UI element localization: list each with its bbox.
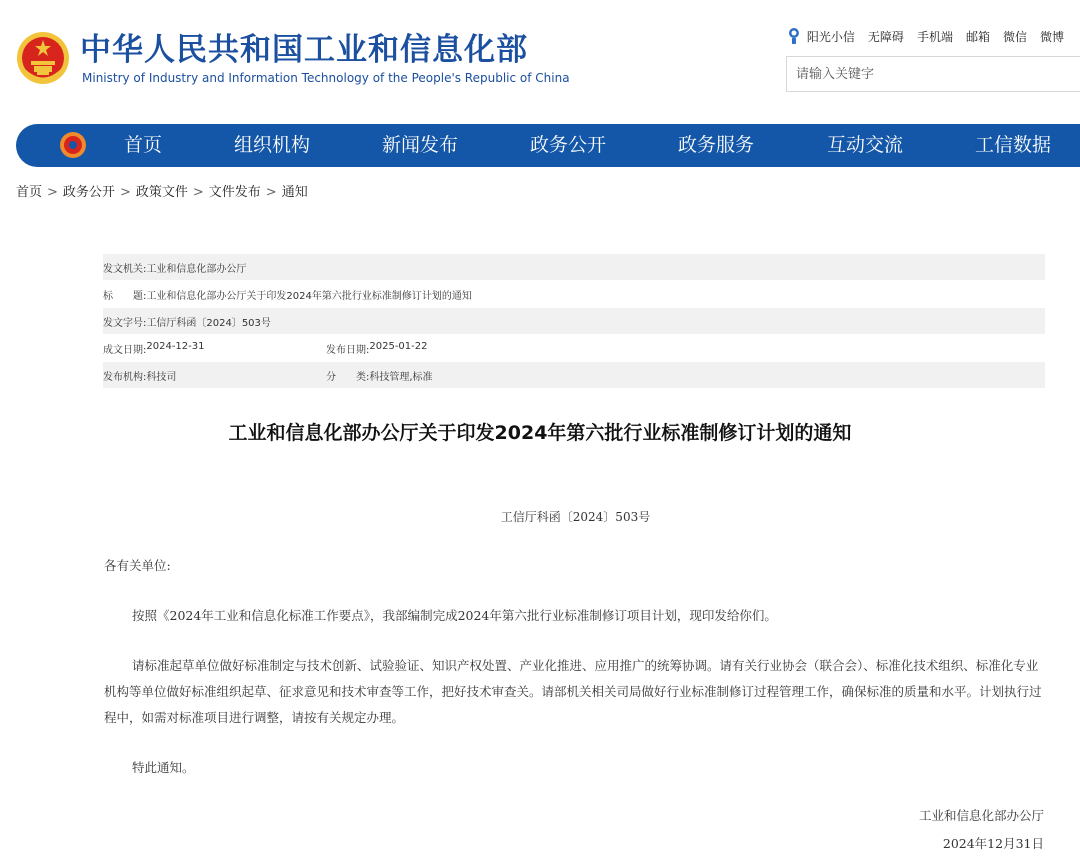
meta-cell-published [326, 341, 428, 356]
meta-label: 成文日期: [103, 344, 147, 356]
article-paragraph: 按照《2024年工业和信息化标准工作要点》，我部编制完成2024年第六批行业标准制修订项目计划，现印发给你们。 [132, 608, 777, 623]
search-input[interactable] [786, 56, 1080, 92]
main-nav [16, 124, 1080, 167]
meta-row-doc-number [103, 308, 1045, 334]
article-paragraph: 特此通知。 [132, 760, 195, 775]
top-links [787, 26, 1077, 46]
article-signer: 工业和信息化部办公厅 [918, 808, 1044, 823]
site-subtitle: Ministry of Industry and Information Technology of the People's Republic of China [82, 71, 570, 85]
breadcrumb-separator: > [265, 185, 277, 200]
top-link-sunshine[interactable]: 阳光小信 [806, 29, 855, 44]
document-meta-table [103, 254, 1045, 389]
breadcrumb [16, 184, 308, 202]
breadcrumb-separator: > [119, 185, 131, 200]
meta-row-issuer [103, 254, 1045, 280]
article-sign-date: 2024年12月31日 [942, 836, 1044, 851]
breadcrumb-government-affairs[interactable]: 政务公开 [62, 185, 115, 200]
nav-item-news[interactable]: 新闻发布 [382, 134, 459, 156]
breadcrumb-separator: > [47, 185, 58, 200]
top-link-weibo[interactable]: 微博 [1039, 29, 1064, 44]
nav-item-government-affairs[interactable]: 政务公开 [530, 134, 607, 156]
national-emblem-logo [16, 28, 70, 88]
meta-value-written-date: 2024-12-31 [146, 340, 205, 352]
meta-label: 发布日期: [326, 344, 370, 356]
breadcrumb-doc-release[interactable]: 文件发布 [208, 185, 261, 200]
meta-label: 发布机构: [103, 371, 147, 383]
meta-label: 发文字号: [103, 317, 147, 329]
site-title: 中华人民共和国工业和信息化部 [80, 32, 528, 68]
meta-cell-org [103, 368, 326, 383]
meta-row-org [103, 362, 1045, 388]
nav-item-home[interactable]: 首页 [124, 134, 163, 156]
meta-value-published-date: 2025-01-22 [369, 340, 428, 352]
nav-item-interaction[interactable]: 互动交流 [827, 134, 904, 156]
breadcrumb-home[interactable]: 首页 [16, 185, 43, 200]
nav-emblem-icon [58, 130, 88, 160]
breadcrumb-separator: > [192, 185, 204, 200]
top-link-wechat[interactable]: 微信 [1002, 29, 1027, 44]
top-link-mail[interactable]: 邮箱 [965, 29, 990, 44]
article-title: 工业和信息化部办公厅关于印发2024年第六批行业标准制修订计划的通知 [228, 422, 852, 444]
meta-value-category: 科技管理,标准 [369, 371, 433, 383]
breadcrumb-notice[interactable]: 通知 [281, 185, 308, 200]
article-salutation: 各有关单位: [104, 558, 171, 573]
meta-row-dates [103, 335, 1045, 361]
top-link-mobile[interactable]: 手机端 [916, 29, 953, 44]
meta-row-title [103, 281, 1045, 307]
meta-value-title: 工业和信息化部办公厅关于印发2024年第六批行业标准制修订计划的通知 [146, 290, 472, 302]
meta-label: 标 题: [103, 290, 147, 302]
article-doc-number: 工信厅科函〔2024〕503号 [500, 510, 651, 524]
sunshine-mascot-icon [787, 27, 801, 45]
meta-value-org: 科技司 [146, 371, 177, 383]
breadcrumb-policy-docs[interactable]: 政策文件 [135, 185, 188, 200]
nav-item-data[interactable]: 工信数据 [975, 134, 1052, 156]
meta-cell-written [103, 341, 326, 356]
top-link-accessibility[interactable]: 无障碍 [867, 29, 904, 44]
nav-item-organization[interactable]: 组织机构 [234, 134, 311, 156]
meta-cell-category [326, 368, 433, 383]
meta-value-doc-number: 工信厅科函〔2024〕503号 [146, 317, 271, 329]
nav-item-services[interactable]: 政务服务 [678, 134, 755, 156]
meta-label: 发文机关: [103, 263, 147, 275]
meta-value-issuer: 工业和信息化部办公厅 [146, 263, 247, 275]
meta-label: 分 类: [326, 371, 370, 383]
article-paragraph: 请标准起草单位做好标准制定与技术创新、试验验证、知识产权处置、产业化推进、应用推广的统筹协调。请有关行业协会（联合会）、标准化技术组织、标准化专业机构等单位做好标准组织起草、征求意见和技术审查等工作，把好技术审查关。请部机关相关司局做好行业标准制修订过程管理工作，确保标准的质量和水平。计划执行过程中，如需对标准项目进行调整，请按有关规定办理。 [104, 658, 1042, 725]
